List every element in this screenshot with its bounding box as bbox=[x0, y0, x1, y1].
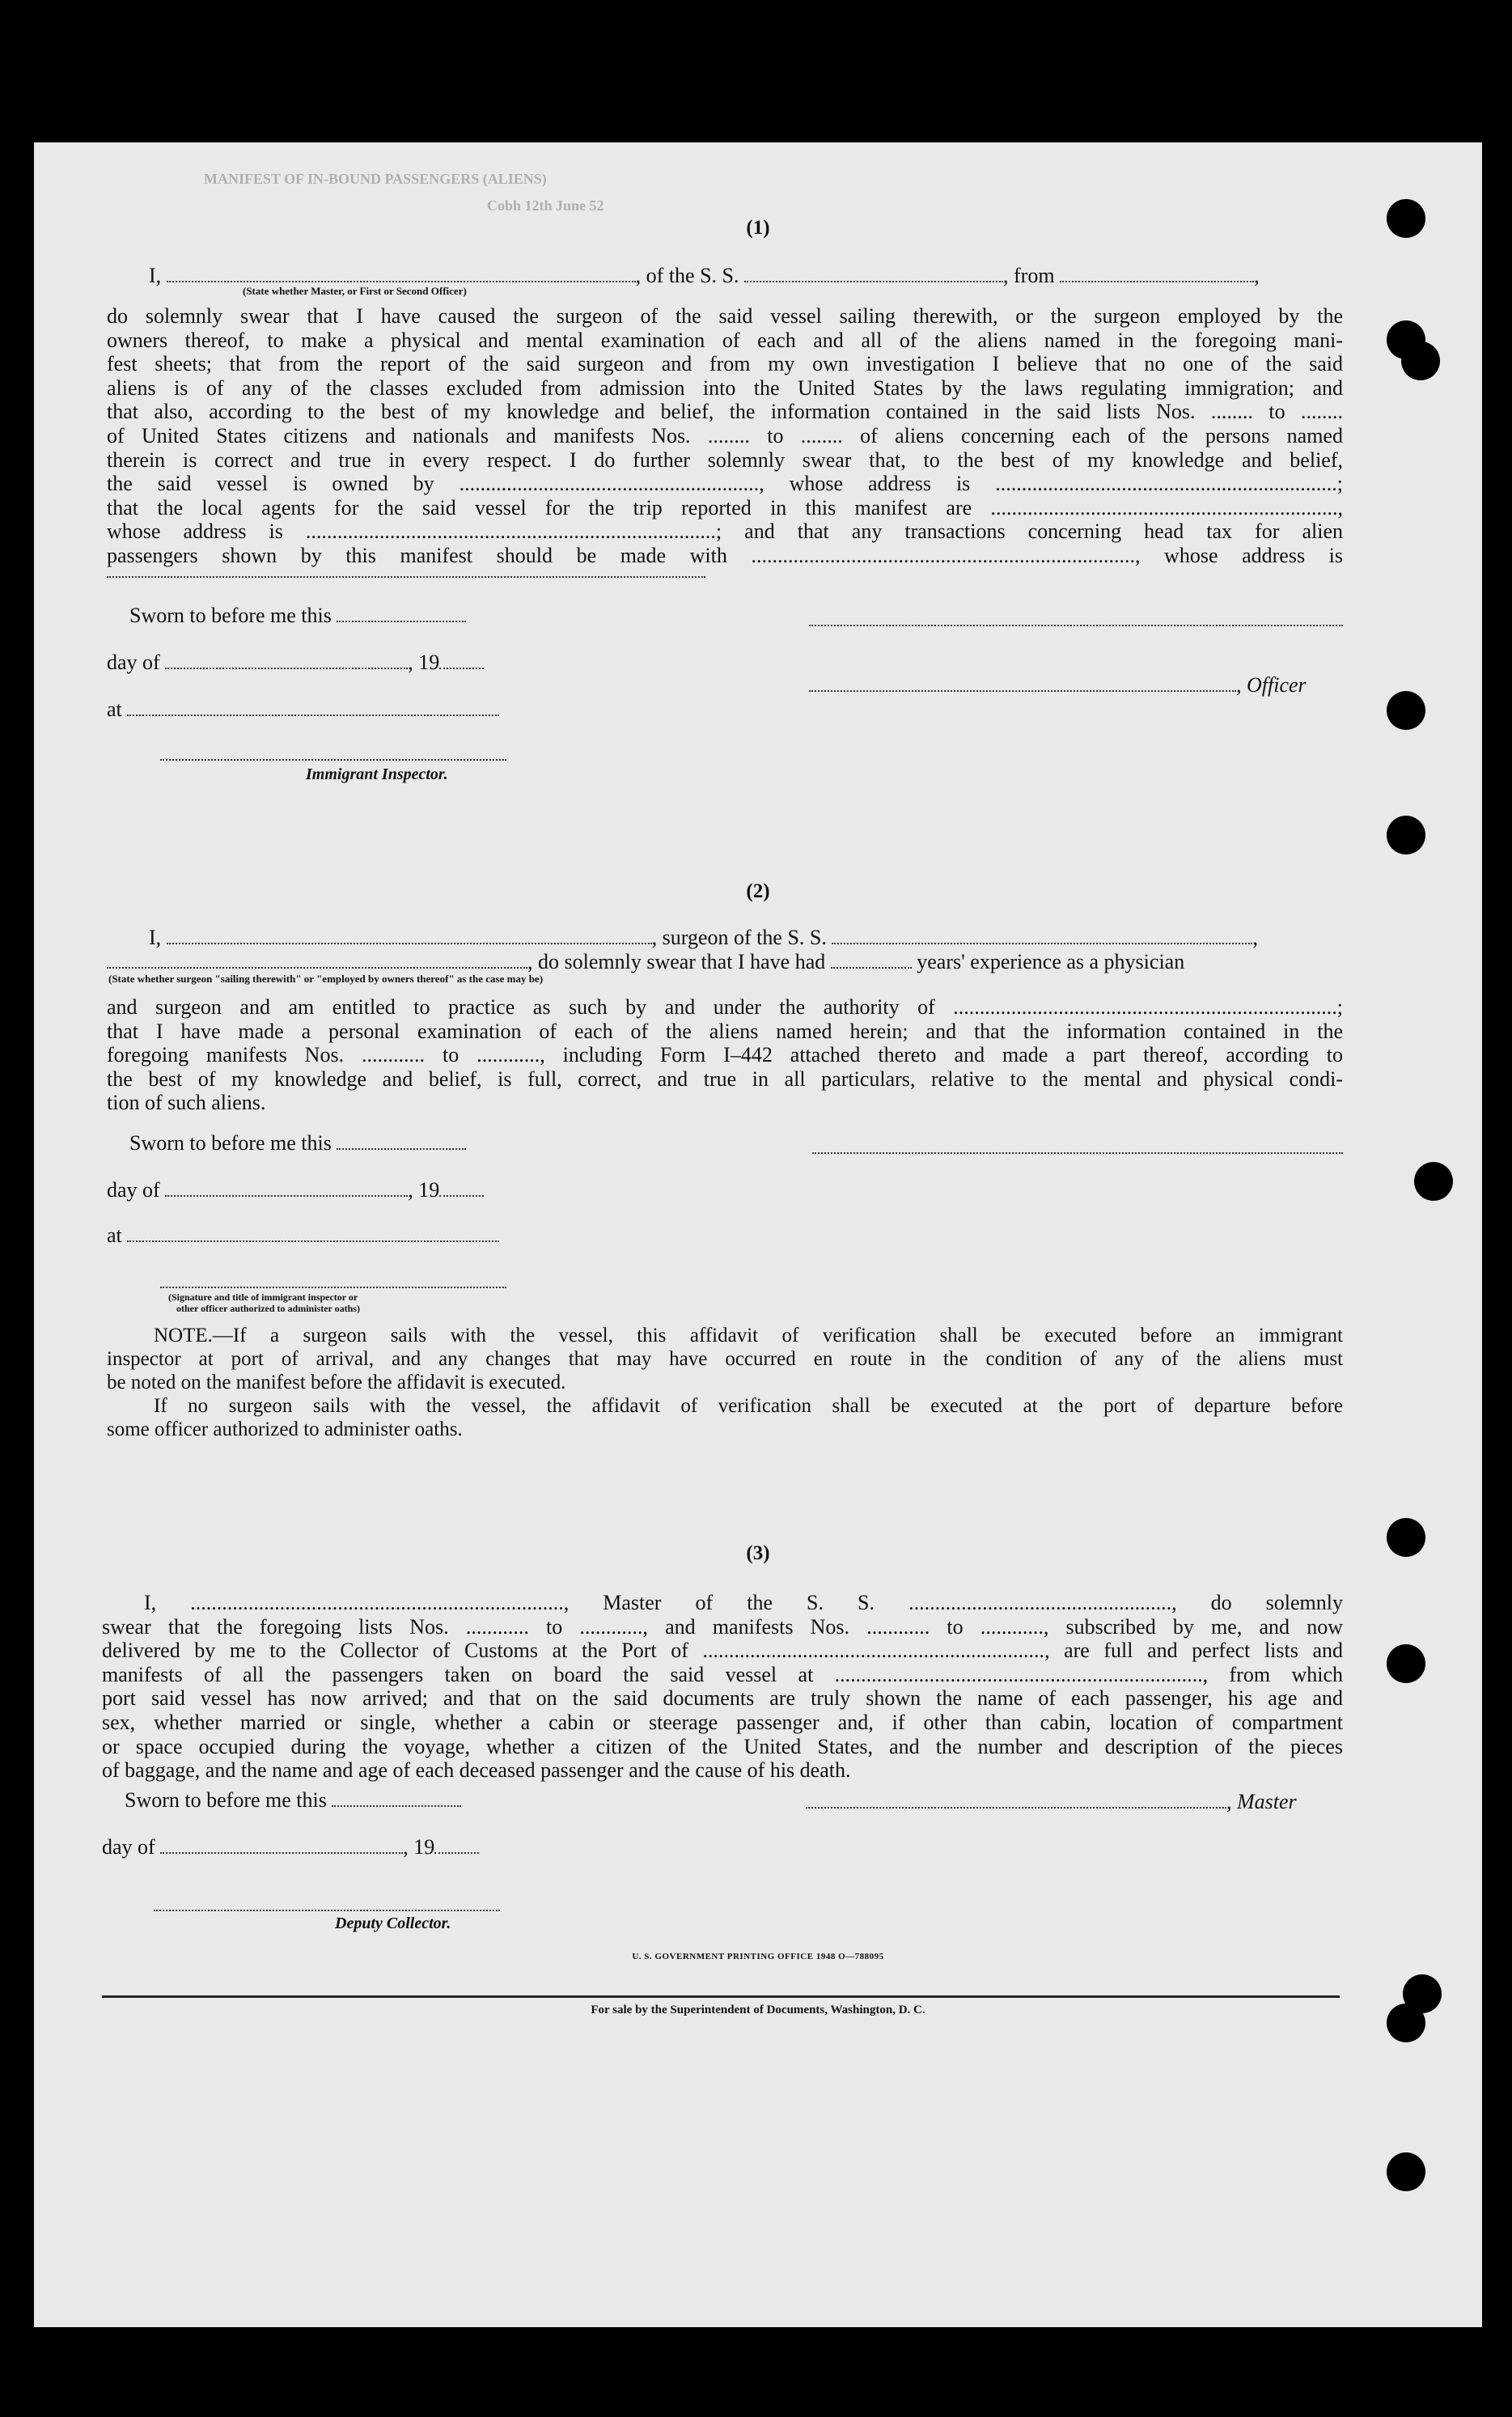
gpo-imprint: U. S. GOVERNMENT PRINTING OFFICE 1948 O—788095 bbox=[632, 1952, 884, 1961]
para-line: of baggage, and the name and age of each deceased passenger and the cause of his death. bbox=[102, 1758, 851, 1783]
years-label: years' experience as a physician bbox=[917, 950, 1185, 973]
section-3-number: (3) bbox=[746, 1542, 770, 1564]
para-line: the best of my knowledge and belief, is full, correct, and true in all particulars, relative to the mental and physical condi- bbox=[107, 1066, 1343, 1091]
surgeon-ss-label: , surgeon of the S. S. bbox=[651, 926, 827, 949]
day-of-field[interactable] bbox=[160, 1836, 403, 1854]
day-of-field[interactable] bbox=[165, 651, 408, 669]
para-line: that the local agents for the said vessel for the trip reported in this manifest are .................................................................., bbox=[107, 495, 1343, 519]
punch-hole bbox=[1401, 341, 1440, 380]
para-line: fest sheets; that from the report of the said surgeon and from my own investigation I believe that no one of the said bbox=[107, 352, 1343, 376]
section-1-paragraph bbox=[107, 304, 1343, 568]
of-ss-label: , of the S. S. bbox=[635, 264, 739, 287]
section-3-paragraph bbox=[102, 1591, 1343, 1783]
para-line: swear that the foregoing lists Nos. ............ to ............, and manifests Nos. ............ to ............, subscribed by me, and now bbox=[102, 1614, 1343, 1639]
para-line: and surgeon and am entitled to practice as such by and under the authority of .........................................................................; bbox=[107, 995, 1343, 1019]
surgeon-name-field[interactable] bbox=[167, 927, 652, 944]
i-label: I, bbox=[149, 926, 162, 949]
signature-note-2: other officer authorized to administer oaths) bbox=[176, 1303, 360, 1314]
deputy-collector-label: Deputy Collector. bbox=[335, 1915, 451, 1932]
year-prefix: , 19 bbox=[408, 651, 440, 674]
bleed-through-date: Cobh 12th June 52 bbox=[487, 197, 604, 214]
para-line: the said vessel is owned by ........................................................., whose address is .................................................................; bbox=[107, 472, 1343, 496]
collector-signature-line[interactable] bbox=[154, 1910, 500, 1911]
sworn-date-field[interactable] bbox=[337, 1132, 466, 1150]
punch-hole bbox=[1387, 1644, 1425, 1683]
note-line: be noted on the manifest before the affidavit is executed. bbox=[107, 1372, 566, 1393]
form-sheet bbox=[34, 142, 1482, 2327]
year-field[interactable] bbox=[439, 1179, 484, 1197]
master-signature-line bbox=[806, 1790, 1297, 1814]
officer-signature-line bbox=[809, 673, 1307, 698]
para-line: aliens is of any of the classes excluded from admission into the United States by the laws regulating immigration; and bbox=[107, 375, 1343, 400]
punch-hole bbox=[1387, 2004, 1425, 2042]
para-line: sex, whether married or single, whether a cabin or steerage passenger and, if other than cabin, location of compartment bbox=[102, 1710, 1343, 1734]
state-surgeon-note: (State whether surgeon "sailing therewith" or "employed by owners thereof" as the case may be) bbox=[108, 973, 544, 985]
para-line: manifests of all the passengers taken on board the said vessel at ......................................................................, from which bbox=[102, 1662, 1343, 1686]
day-of-label: day of bbox=[107, 1178, 160, 1202]
day-of-field[interactable] bbox=[165, 1179, 408, 1197]
surgeon-note bbox=[107, 1324, 1343, 1441]
state-officer-note: (State whether Master, or First or Second Officer) bbox=[243, 285, 467, 297]
para-line: that also, according to the best of my knowledge and belief, the information contained in the said lists Nos. ........ to ........ bbox=[107, 400, 1343, 424]
officer-signature-field[interactable] bbox=[809, 674, 1236, 692]
day-of-line-3 bbox=[102, 1835, 479, 1859]
para-line: tion of such aliens. bbox=[107, 1091, 266, 1115]
section-2-number: (2) bbox=[746, 880, 770, 902]
surgeon-capacity-field[interactable] bbox=[107, 951, 527, 969]
surgeon-vessel-field[interactable] bbox=[832, 927, 1252, 944]
punch-hole bbox=[1414, 1162, 1453, 1201]
section-2-line-2 bbox=[107, 950, 1184, 974]
para-line: port said vessel has now arrived; and that on the said documents are truly shown the name of each passenger, his age and bbox=[102, 1686, 1343, 1711]
para-line: owners thereof, to make a physical and mental examination of each and all of the aliens named in the foregoing mani- bbox=[107, 328, 1343, 352]
punch-hole bbox=[1387, 1518, 1425, 1557]
section-1-number: (1) bbox=[746, 217, 770, 239]
immigrant-inspector-label: Immigrant Inspector. bbox=[306, 765, 448, 783]
section-2-paragraph bbox=[107, 995, 1343, 1115]
at-line-2 bbox=[107, 1223, 499, 1248]
day-of-label: day of bbox=[102, 1835, 155, 1859]
para-line: or space occupied during the voyage, whether a citizen of the United States, and the number and description of the pieces bbox=[102, 1734, 1343, 1758]
footer-rule bbox=[102, 1995, 1340, 1998]
note-line: inspector at port of arrival, and any changes that may have occurred en route in the condition of any of the aliens must bbox=[107, 1348, 1343, 1370]
para-line: whose address is ..............................................................................; and that any transactions concerning head tax for alien bbox=[107, 519, 1343, 544]
inspector-signature-line[interactable] bbox=[160, 759, 506, 761]
para-line: therein is correct and true in every respect. I do further solemnly swear that, to the best of my knowledge and belief, bbox=[107, 447, 1343, 472]
sworn-date-field[interactable] bbox=[332, 1789, 461, 1807]
para-line: foregoing manifests Nos. ............ to ............, including Form I–442 attached thereto and made a part thereof, according to bbox=[107, 1043, 1343, 1067]
sworn-line-2 bbox=[129, 1131, 466, 1155]
officer-name-field[interactable] bbox=[167, 265, 636, 282]
i-label: I, bbox=[149, 264, 162, 287]
at-line-1 bbox=[107, 698, 499, 722]
section-2-line-1: I, , surgeon of the S. S. , bbox=[149, 926, 1258, 949]
para-line: I, ......................................................................., Master of the S. S. .................................................., do solemnly bbox=[144, 1591, 1343, 1614]
officer-signature-line-2[interactable] bbox=[160, 1287, 506, 1288]
sworn-label: Sworn to before me this bbox=[125, 1788, 327, 1812]
sworn-line-3 bbox=[125, 1788, 461, 1813]
from-port-field[interactable] bbox=[1060, 265, 1254, 282]
punch-hole bbox=[1387, 199, 1425, 238]
punch-hole bbox=[1387, 691, 1425, 730]
bleed-through-header: MANIFEST OF IN-BOUND PASSENGERS (ALIENS) bbox=[204, 171, 547, 187]
para-line: of United States citizens and nationals and manifests Nos. ........ to ........ of aliens concerning each of the persons named bbox=[107, 423, 1343, 447]
para-line: passengers shown by this manifest should be made with ........................................................................., whose address is bbox=[107, 543, 1343, 567]
at-label: at bbox=[107, 698, 122, 721]
para-line: do solemnly swear that I have caused the surgeon of the said vessel sailing therewith, or the surgeon employed by the bbox=[107, 304, 1343, 328]
year-field[interactable] bbox=[434, 1836, 479, 1854]
footer-sale-notice: For sale by the Superintendent of Documents, Washington, D. C. bbox=[591, 2004, 925, 2016]
year-prefix: , 19 bbox=[408, 1178, 440, 1202]
punch-hole bbox=[1387, 816, 1425, 854]
at-place-field[interactable] bbox=[127, 698, 499, 716]
day-of-label: day of bbox=[107, 651, 160, 674]
note-line: NOTE.—If a surgeon sails with the vessel, this affidavit of verification shall be executed before an immigrant bbox=[154, 1325, 1343, 1346]
sworn-label: Sworn to before me this bbox=[129, 1131, 332, 1155]
punch-hole bbox=[1387, 2152, 1425, 2191]
address-continuation-line[interactable] bbox=[107, 576, 705, 578]
master-label: , Master bbox=[1226, 1790, 1297, 1813]
day-of-line-2 bbox=[107, 1178, 484, 1202]
officer-signature-line-top[interactable] bbox=[809, 625, 1343, 626]
officer-label: , Officer bbox=[1236, 673, 1307, 697]
note-line: If no surgeon sails with the vessel, the affidavit of verification shall be executed at the port of departure before bbox=[154, 1395, 1343, 1417]
swear-label: , do solemnly swear that I have had bbox=[527, 950, 826, 973]
day-of-line-1 bbox=[107, 651, 484, 675]
signature-note-1: (Signature and title of immigrant inspector or bbox=[168, 1291, 358, 1303]
at-label: at bbox=[107, 1223, 122, 1247]
from-label: , from bbox=[1003, 264, 1055, 287]
surgeon-signature-line[interactable] bbox=[812, 1152, 1343, 1154]
master-signature-field[interactable] bbox=[806, 1791, 1226, 1809]
sworn-label: Sworn to before me this bbox=[129, 604, 332, 627]
at-place-field[interactable] bbox=[127, 1224, 499, 1242]
year-field[interactable] bbox=[439, 651, 484, 669]
sworn-date-field[interactable] bbox=[337, 604, 466, 622]
sworn-line-1 bbox=[129, 604, 466, 628]
para-line: that I have made a personal examination of each of the aliens named herein; and that the information contained in the bbox=[107, 1019, 1343, 1043]
year-prefix: , 19 bbox=[403, 1835, 435, 1859]
para-line: delivered by me to the Collector of Customs at the Port of ................................................................., are full and perfect lists and bbox=[102, 1639, 1343, 1663]
note-line: some officer authorized to administer oaths. bbox=[107, 1418, 463, 1440]
section-1-line-1: I, , of the S. S. , from , bbox=[149, 264, 1260, 287]
vessel-name-field[interactable] bbox=[744, 265, 1003, 282]
years-experience-field[interactable] bbox=[831, 951, 912, 969]
